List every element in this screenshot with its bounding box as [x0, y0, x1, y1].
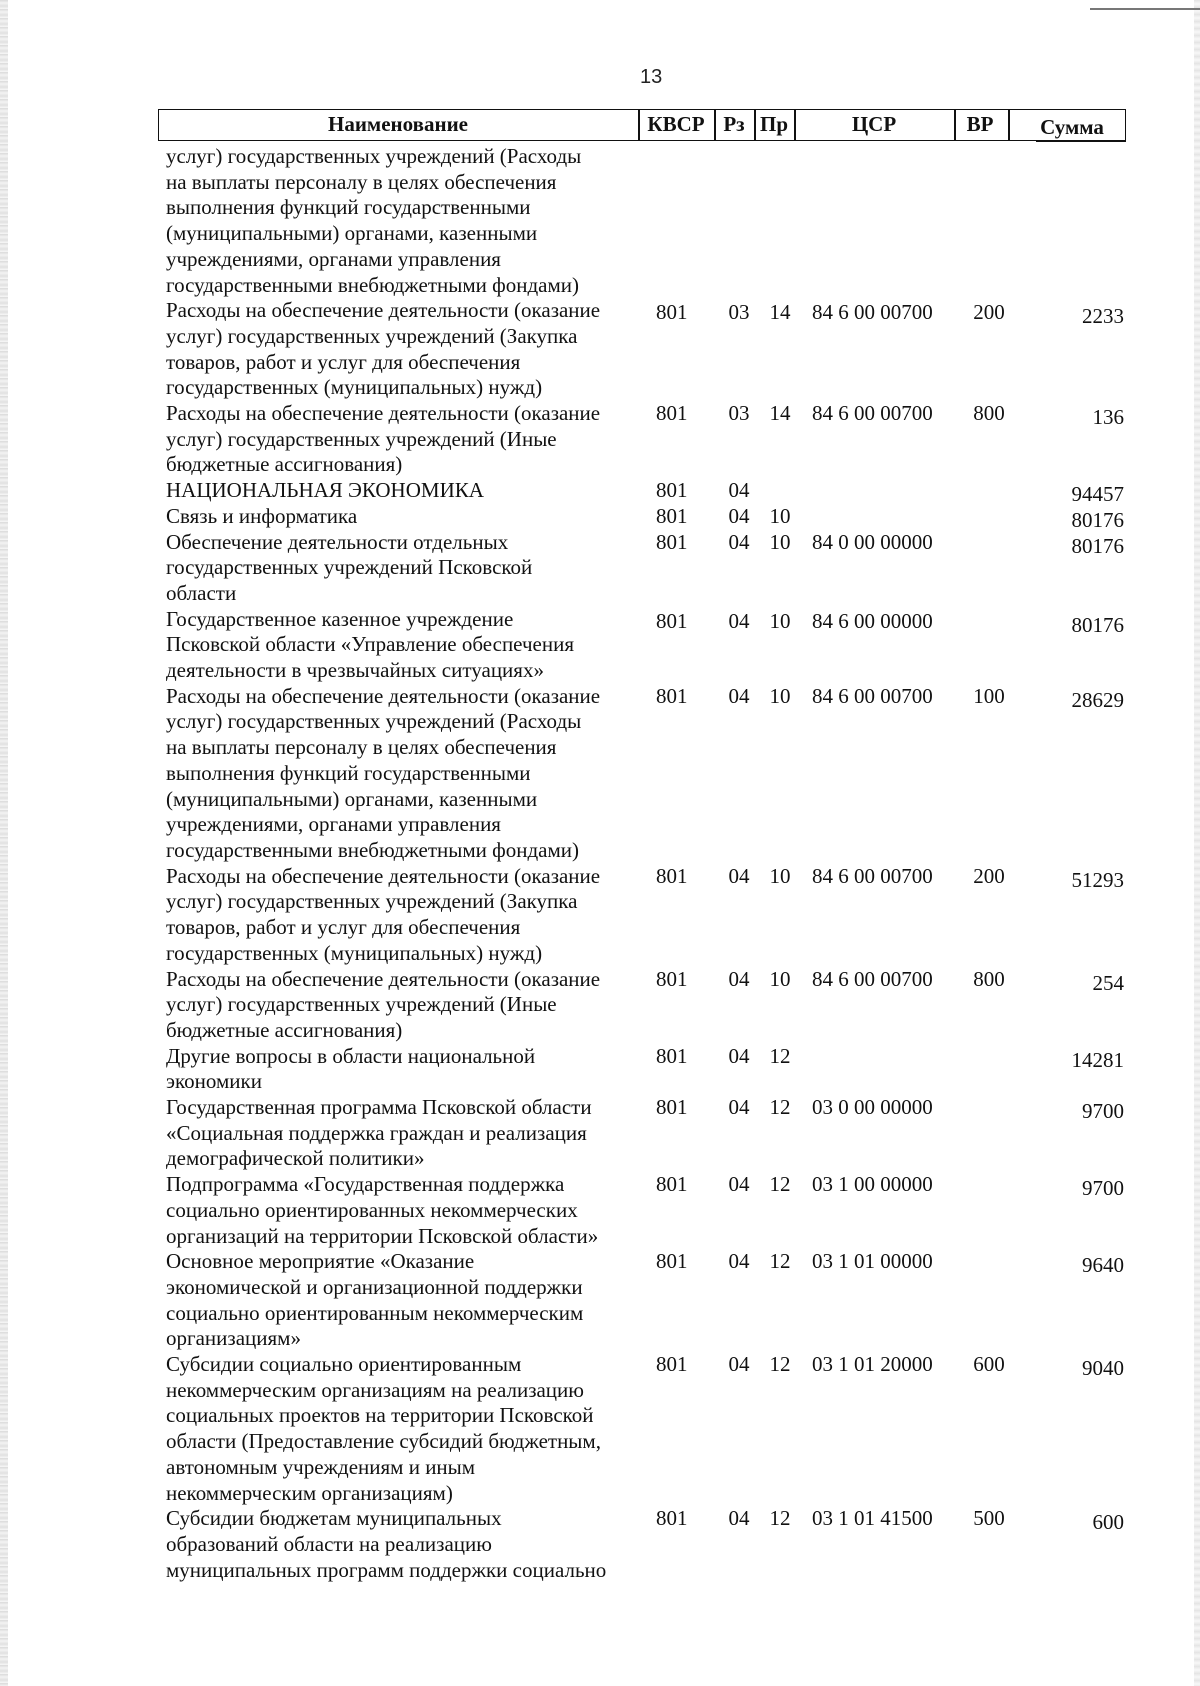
column-header-csr: ЦСР: [851, 112, 897, 136]
row-csr: 84 6 00 00700: [812, 966, 933, 991]
row-codes: [166, 1095, 1126, 1124]
row-name: Другие вопросы в области национальной экономики: [166, 1043, 536, 1094]
row-kvsr: 801: [656, 529, 688, 554]
row-kvsr: 801: [656, 966, 688, 991]
row-pr: 12: [769, 1095, 791, 1120]
row-name: Субсидии бюджетам муниципальных образований области на реализацию муниципальных программ поддержки социально: [166, 1506, 607, 1582]
row-csr: 03 1 01 41500: [812, 1506, 933, 1531]
row-vr: 100: [973, 683, 1005, 708]
row-kvsr: 801: [656, 478, 688, 503]
column-header-pr: Пр: [759, 112, 788, 136]
table-row: [166, 401, 1126, 478]
table-row: [166, 1044, 1126, 1095]
row-kvsr: 801: [656, 1352, 688, 1377]
row-name: Государственная программа Псковской области «Социальная поддержка граждан и реализация демографической политики»: [166, 1095, 592, 1171]
table-header: [158, 109, 1126, 143]
table-row: [166, 684, 1126, 864]
row-csr: 03 1 01 00000: [812, 1249, 933, 1274]
table-row: [166, 478, 1126, 507]
row-codes: [166, 1172, 1126, 1201]
row-sum: 136: [1092, 405, 1124, 430]
row-sum: 9040: [1082, 1356, 1124, 1381]
row-vr: 200: [973, 863, 1005, 888]
row-name: Расходы на обеспечение деятельности (оказание услуг) государственных учреждений (Расходы на выплаты персоналу в целях обеспечения выполнения функций государственными (муниципальными) органами, казенными учреждениями, органами управления государственными внебюджетными фондами): [166, 683, 601, 862]
row-csr: 84 0 00 00000: [812, 529, 933, 554]
row-sum: 80176: [1071, 612, 1124, 637]
row-kvsr: 801: [656, 401, 688, 426]
row-kvsr: 801: [656, 1172, 688, 1197]
row-pr: 10: [769, 608, 791, 633]
row-name: Основное мероприятие «Оказание экономической и организационной поддержки социально ориентированным некоммерческим организациям»: [166, 1249, 584, 1351]
row-sum: 9640: [1082, 1253, 1124, 1278]
row-vr: 600: [973, 1352, 1005, 1377]
sum-header-underline: [1036, 140, 1126, 142]
row-pr: 12: [769, 1249, 791, 1274]
row-name: Обеспечение деятельности отдельных государственных учреждений Псковской области: [166, 529, 533, 605]
row-name: услуг) государственных учреждений (Расходы на выплаты персоналу в целях обеспечения выполнения функций государственными (муниципальными) органами, казенными учреждениями, органами управления государственными внебюджетными фондами): [166, 144, 582, 297]
row-pr: 14: [769, 300, 791, 325]
table-row: [166, 864, 1126, 967]
row-pr: 10: [769, 503, 791, 528]
row-rz: 04: [728, 1095, 750, 1120]
row-rz: 04: [728, 1352, 750, 1377]
row-codes: [166, 609, 1126, 635]
row-kvsr: 801: [656, 1506, 688, 1531]
row-codes: [166, 864, 1126, 890]
row-pr: 12: [769, 1043, 791, 1068]
row-sum: 28629: [1071, 687, 1124, 712]
scan-edge-right: [1194, 0, 1200, 1686]
row-csr: 03 0 00 00000: [812, 1095, 933, 1120]
row-kvsr: 801: [656, 608, 688, 633]
table-row: [166, 1352, 1126, 1506]
row-sum: 2233: [1082, 304, 1124, 329]
scan-edge-left: [0, 0, 8, 1686]
row-vr: 800: [973, 401, 1005, 426]
row-kvsr: 801: [656, 1043, 688, 1068]
row-codes: [166, 478, 1126, 507]
row-csr: 84 6 00 00700: [812, 401, 933, 426]
column-header-name: Наименование: [328, 112, 468, 136]
row-csr: 84 6 00 00000: [812, 608, 933, 633]
row-sum: 9700: [1082, 1176, 1124, 1201]
row-name: Связь и информатика: [166, 503, 358, 528]
row-name: Расходы на обеспечение деятельности (оказание услуг) государственных учреждений (Иные бюджетные ассигнования): [166, 401, 601, 477]
row-rz: 04: [728, 529, 750, 554]
row-sum: 51293: [1071, 867, 1124, 892]
page-number: 13: [640, 66, 663, 88]
table-row: [166, 607, 1126, 684]
row-name: Государственное казенное учреждение Псковской области «Управление обеспечения деятельности в чрезвычайных ситуациях»: [166, 606, 575, 683]
column-header-sum: Сумма: [1040, 115, 1104, 139]
row-kvsr: 801: [656, 683, 688, 708]
row-rz: 03: [728, 300, 750, 325]
row-rz: 04: [728, 1172, 750, 1197]
row-name: Расходы на обеспечение деятельности (оказание услуг) государственных учреждений (Закупка товаров, работ и услуг для обеспечения государственных (муниципальных) нужд): [166, 863, 601, 965]
row-codes: [166, 401, 1126, 430]
row-rz: 04: [728, 683, 750, 708]
row-codes: [166, 1249, 1126, 1278]
row-codes: [166, 684, 1126, 710]
row-pr: 10: [769, 529, 791, 554]
row-pr: 12: [769, 1172, 791, 1197]
row-sum: 600: [1092, 1510, 1124, 1535]
row-sum: 80176: [1071, 533, 1124, 558]
row-sum: 80176: [1071, 507, 1124, 532]
column-header-kvsr: КВСР: [647, 112, 705, 136]
table-row: [166, 1095, 1126, 1172]
table-row: [166, 298, 1126, 401]
row-sum: 9700: [1082, 1099, 1124, 1124]
row-codes: [166, 1044, 1126, 1070]
row-rz: 04: [728, 1043, 750, 1068]
row-name: Расходы на обеспечение деятельности (оказание услуг) государственных учреждений (Закупка товаров, работ и услуг для обеспечения государственных (муниципальных) нужд): [166, 298, 601, 400]
row-pr: 10: [769, 683, 791, 708]
row-csr: 03 1 01 20000: [812, 1352, 933, 1377]
row-csr: 84 6 00 00700: [812, 683, 933, 708]
row-rz: 04: [728, 503, 750, 528]
row-pr: 12: [769, 1352, 791, 1377]
row-sum: 14281: [1071, 1047, 1124, 1072]
row-pr: 12: [769, 1506, 791, 1531]
row-vr: 800: [973, 966, 1005, 991]
row-sum: 94457: [1071, 482, 1124, 507]
row-kvsr: 801: [656, 1095, 688, 1120]
row-codes: [166, 504, 1126, 530]
table-row: [166, 1506, 1126, 1583]
row-name: Расходы на обеспечение деятельности (оказание услуг) государственных учреждений (Иные бюджетные ассигнования): [166, 966, 601, 1042]
column-header-rz: Рз: [723, 112, 745, 136]
row-name: Субсидии социально ориентированным некоммерческим организациям на реализацию социальных проектов на территории Псковской области (Предоставление субсидий бюджетным, автономным учреждениям и иным некоммерческим организациям): [166, 1352, 601, 1505]
row-name: Подпрограмма «Государственная поддержка социально ориентированных некоммерческих организаций на территории Псковской области»: [166, 1172, 599, 1248]
table-row: [166, 504, 1126, 530]
row-kvsr: 801: [656, 863, 688, 888]
row-kvsr: 801: [656, 503, 688, 528]
row-codes: [166, 967, 1126, 993]
row-pr: 10: [769, 966, 791, 991]
row-rz: 04: [728, 478, 750, 503]
row-kvsr: 801: [656, 300, 688, 325]
row-codes: [166, 530, 1126, 556]
row-sum: 254: [1092, 970, 1124, 995]
row-csr: 84 6 00 00700: [812, 863, 933, 888]
budget-table-body: [166, 144, 1126, 1583]
row-pr: 10: [769, 863, 791, 888]
scan-corner-line: [1090, 8, 1200, 10]
row-rz: 04: [728, 1506, 750, 1531]
row-name: НАЦИОНАЛЬНАЯ ЭКОНОМИКА: [166, 478, 484, 503]
table-row: [166, 144, 1126, 298]
row-kvsr: 801: [656, 1249, 688, 1274]
row-pr: 14: [769, 401, 791, 426]
column-header-vr: ВР: [966, 112, 994, 136]
row-csr: 03 1 00 00000: [812, 1172, 933, 1197]
table-row: [166, 1249, 1126, 1352]
header-divider: [1008, 109, 1010, 141]
row-codes: [166, 1506, 1126, 1535]
row-csr: 84 6 00 00700: [812, 300, 933, 325]
table-row: [166, 530, 1126, 607]
row-rz: 04: [728, 1249, 750, 1274]
table-row: [166, 967, 1126, 1044]
row-rz: 03: [728, 401, 750, 426]
table-row: [166, 1172, 1126, 1249]
row-rz: 04: [728, 966, 750, 991]
row-codes: [166, 300, 1126, 329]
row-vr: 500: [973, 1506, 1005, 1531]
row-rz: 04: [728, 863, 750, 888]
row-vr: 200: [973, 300, 1005, 325]
row-rz: 04: [728, 608, 750, 633]
row-codes: [166, 1352, 1126, 1381]
